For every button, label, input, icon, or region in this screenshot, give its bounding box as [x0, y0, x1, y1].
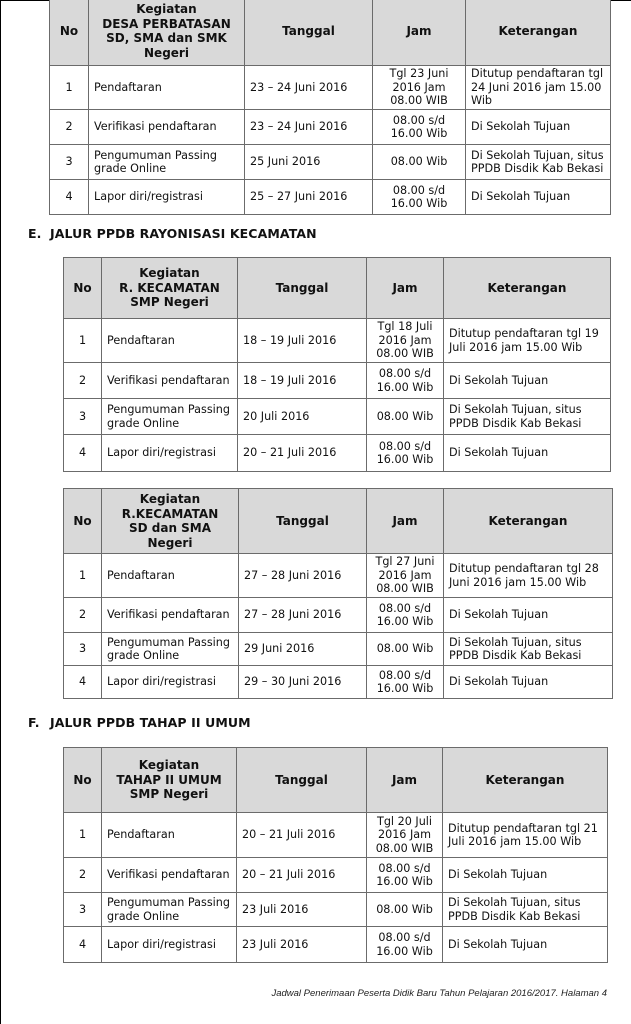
cell-keterangan: Di Sekolah Tujuan, situs PPDB Disdik Kab Bekasi	[443, 893, 608, 927]
cell-keterangan: Di Sekolah Tujuan	[444, 363, 611, 399]
cell-kegiatan: Pengumuman Passing grade Online	[102, 893, 237, 927]
section-heading-e	[28, 226, 317, 241]
cell-no: 3	[64, 893, 102, 927]
cell-jam: 08.00 s/d 16.00 Wib	[367, 598, 444, 633]
header-kegiatan-line: Negeri	[147, 535, 193, 550]
cell-tanggal: 29 – 30 Juni 2016	[239, 666, 367, 699]
cell-tanggal: 29 Juni 2016	[239, 633, 367, 666]
cell-kegiatan: Verifikasi pendaftaran	[102, 858, 237, 893]
header-keterangan: Keterangan	[466, 0, 611, 66]
cell-no: 1	[64, 554, 102, 598]
cell-tanggal: 18 – 19 Juli 2016	[238, 363, 367, 399]
table-header-row	[64, 258, 611, 319]
cell-no: 4	[50, 180, 89, 215]
table-row	[64, 927, 608, 963]
cell-kegiatan: Verifikasi pendaftaran	[102, 363, 238, 399]
table-row	[64, 813, 608, 858]
cell-jam: 08.00 Wib	[367, 893, 443, 927]
header-no: No	[64, 258, 102, 319]
cell-tanggal: 20 – 21 Juli 2016	[237, 813, 367, 858]
header-kegiatan	[89, 0, 245, 66]
cell-tanggal: 20 – 21 Juli 2016	[238, 435, 367, 472]
cell-no: 1	[50, 66, 89, 110]
table-header-row	[64, 489, 613, 554]
header-keterangan: Keterangan	[444, 489, 613, 554]
header-kegiatan	[102, 489, 239, 554]
header-keterangan: Keterangan	[444, 258, 611, 319]
cell-kegiatan: Lapor diri/registrasi	[102, 666, 239, 699]
section-title-text: JALUR PPDB TAHAP II UMUM	[50, 715, 251, 730]
cell-kegiatan: Pengumuman Passing grade Online	[89, 145, 245, 180]
section-title-text: JALUR PPDB RAYONISASI KECAMATAN	[50, 226, 317, 241]
header-tanggal: Tanggal	[238, 258, 367, 319]
cell-keterangan: Di Sekolah Tujuan	[444, 435, 611, 472]
table-row	[50, 110, 611, 145]
cell-tanggal: 23 Juli 2016	[237, 893, 367, 927]
header-no: No	[50, 0, 89, 66]
header-kegiatan-line: Negeri	[144, 45, 189, 60]
schedule-table-tahap-ii-umum	[63, 747, 608, 963]
table-row	[64, 598, 613, 633]
header-kegiatan-line: R. KECAMATAN	[119, 280, 220, 295]
cell-tanggal: 23 – 24 Juni 2016	[245, 66, 373, 110]
cell-no: 3	[50, 145, 89, 180]
header-kegiatan	[102, 258, 238, 319]
cell-tanggal: 27 – 28 Juni 2016	[239, 554, 367, 598]
cell-no: 4	[64, 666, 102, 699]
schedule-table-kecamatan-smp	[63, 257, 611, 472]
cell-keterangan: Di Sekolah Tujuan, situs PPDB Disdik Kab Bekasi	[466, 145, 611, 180]
cell-no: 3	[64, 633, 102, 666]
header-kegiatan-line: SMP Negeri	[129, 787, 209, 802]
cell-tanggal: 18 – 19 Juli 2016	[238, 319, 367, 363]
cell-tanggal: 23 Juli 2016	[237, 927, 367, 963]
header-kegiatan-line: SD dan SMA	[128, 521, 212, 535]
header-jam: Jam	[367, 258, 444, 319]
cell-kegiatan: Pengumuman Passing grade Online	[102, 633, 239, 666]
cell-keterangan: Di Sekolah Tujuan	[444, 598, 613, 633]
header-keterangan: Keterangan	[443, 748, 608, 813]
table-row	[64, 363, 611, 399]
cell-keterangan: Ditutup pendaftaran tgl 21 Juli 2016 jam 15.00 Wib	[443, 813, 608, 858]
page-left-border	[0, 0, 1, 1024]
cell-no: 3	[64, 399, 102, 435]
header-kegiatan	[102, 748, 237, 813]
header-tanggal: Tanggal	[239, 489, 367, 554]
cell-no: 4	[64, 927, 102, 963]
table-row	[64, 319, 611, 363]
cell-kegiatan: Pendaftaran	[89, 66, 245, 110]
cell-keterangan: Di Sekolah Tujuan, situs PPDB Disdik Kab Bekasi	[444, 633, 613, 666]
cell-keterangan: Ditutup pendaftaran tgl 24 Juni 2016 jam 15.00 Wib	[466, 66, 611, 110]
header-jam: Jam	[367, 748, 443, 813]
cell-jam: 08.00 s/d 16.00 Wib	[367, 363, 444, 399]
cell-no: 2	[50, 110, 89, 145]
cell-keterangan: Di Sekolah Tujuan	[443, 858, 608, 893]
cell-kegiatan: Pendaftaran	[102, 319, 238, 363]
header-tanggal: Tanggal	[237, 748, 367, 813]
cell-kegiatan: Verifikasi pendaftaran	[102, 598, 239, 633]
schedule-table-kecamatan-sd-sma	[63, 488, 613, 699]
header-kegiatan-line: SMP Negeri	[130, 295, 209, 310]
cell-kegiatan: Pendaftaran	[102, 813, 237, 858]
cell-tanggal: 20 – 21 Juli 2016	[237, 858, 367, 893]
cell-kegiatan: Verifikasi pendaftaran	[89, 110, 245, 145]
page-footer: Jadwal Penerimaan Peserta Didik Baru Tahun Pelajaran 2016/2017. Halaman 4	[271, 988, 607, 999]
table-row	[50, 180, 611, 215]
section-label: F.	[28, 715, 40, 730]
header-tanggal: Tanggal	[245, 0, 373, 66]
cell-tanggal: 25 – 27 Juni 2016	[245, 180, 373, 215]
table-header-row	[64, 748, 608, 813]
cell-kegiatan: Lapor diri/registrasi	[102, 435, 238, 472]
header-kegiatan-line: TAHAP II UMUM	[116, 772, 222, 787]
cell-keterangan: Ditutup pendaftaran tgl 19 Juli 2016 jam 15.00 Wib	[444, 319, 611, 363]
cell-jam: Tgl 23 Juni 2016 Jam 08.00 WIB	[373, 66, 466, 110]
section-heading-f	[28, 715, 251, 730]
schedule-table-desa-perbatasan	[49, 0, 611, 215]
header-kegiatan-line: SD, SMA dan SMK	[106, 31, 227, 45]
cell-no: 4	[64, 435, 102, 472]
header-jam: Jam	[373, 0, 466, 66]
cell-no: 1	[64, 813, 102, 858]
cell-jam: Tgl 20 Juli 2016 Jam 08.00 WIB	[367, 813, 443, 858]
cell-kegiatan: Pengumuman Passing grade Online	[102, 399, 238, 435]
cell-jam: 08.00 Wib	[367, 399, 444, 435]
cell-tanggal: 27 – 28 Juni 2016	[239, 598, 367, 633]
cell-no: 2	[64, 363, 102, 399]
header-kegiatan-line: Kegiatan	[139, 492, 201, 506]
table-row	[50, 145, 611, 180]
table-header-row	[50, 0, 611, 66]
table-row	[50, 66, 611, 110]
cell-no: 1	[64, 319, 102, 363]
table-row	[64, 399, 611, 435]
header-kegiatan-line: Kegiatan	[139, 266, 200, 281]
cell-jam: Tgl 27 Juni 2016 Jam 08.00 WIB	[367, 554, 444, 598]
cell-jam: 08.00 s/d 16.00 Wib	[367, 927, 443, 963]
cell-keterangan: Di Sekolah Tujuan, situs PPDB Disdik Kab Bekasi	[444, 399, 611, 435]
table-row	[64, 858, 608, 893]
cell-kegiatan: Pendaftaran	[102, 554, 239, 598]
table-row	[64, 893, 608, 927]
table-row	[64, 435, 611, 472]
cell-jam: 08.00 s/d 16.00 Wib	[367, 858, 443, 893]
cell-keterangan: Ditutup pendaftaran tgl 28 Juni 2016 jam 15.00 Wib	[444, 554, 613, 598]
cell-keterangan: Di Sekolah Tujuan	[466, 180, 611, 215]
header-no: No	[64, 748, 102, 813]
table-row	[64, 633, 613, 666]
cell-jam: 08.00 s/d 16.00 Wib	[367, 435, 444, 472]
cell-jam: 08.00 s/d 16.00 Wib	[373, 110, 466, 145]
cell-jam: 08.00 s/d 16.00 Wib	[373, 180, 466, 215]
cell-tanggal: 25 Juni 2016	[245, 145, 373, 180]
cell-tanggal: 20 Juli 2016	[238, 399, 367, 435]
cell-kegiatan: Lapor diri/registrasi	[89, 180, 245, 215]
cell-keterangan: Di Sekolah Tujuan	[444, 666, 613, 699]
cell-jam: Tgl 18 Juli 2016 Jam 08.00 WIB	[367, 319, 444, 363]
table-row	[64, 554, 613, 598]
header-no: No	[64, 489, 102, 554]
cell-jam: 08.00 Wib	[367, 633, 444, 666]
section-label: E.	[28, 226, 42, 241]
cell-jam: 08.00 s/d 16.00 Wib	[367, 666, 444, 699]
cell-jam: 08.00 Wib	[373, 145, 466, 180]
header-kegiatan-line: Kegiatan	[138, 758, 200, 773]
cell-keterangan: Di Sekolah Tujuan	[466, 110, 611, 145]
table-row	[64, 666, 613, 699]
cell-tanggal: 23 – 24 Juni 2016	[245, 110, 373, 145]
header-kegiatan-line: DESA PERBATASAN	[102, 16, 231, 31]
cell-no: 2	[64, 598, 102, 633]
cell-no: 2	[64, 858, 102, 893]
header-jam: Jam	[367, 489, 444, 554]
header-kegiatan-line: Kegiatan	[136, 2, 197, 16]
cell-keterangan: Di Sekolah Tujuan	[443, 927, 608, 963]
cell-kegiatan: Lapor diri/registrasi	[102, 927, 237, 963]
header-kegiatan-line: R.KECAMATAN	[121, 506, 219, 521]
